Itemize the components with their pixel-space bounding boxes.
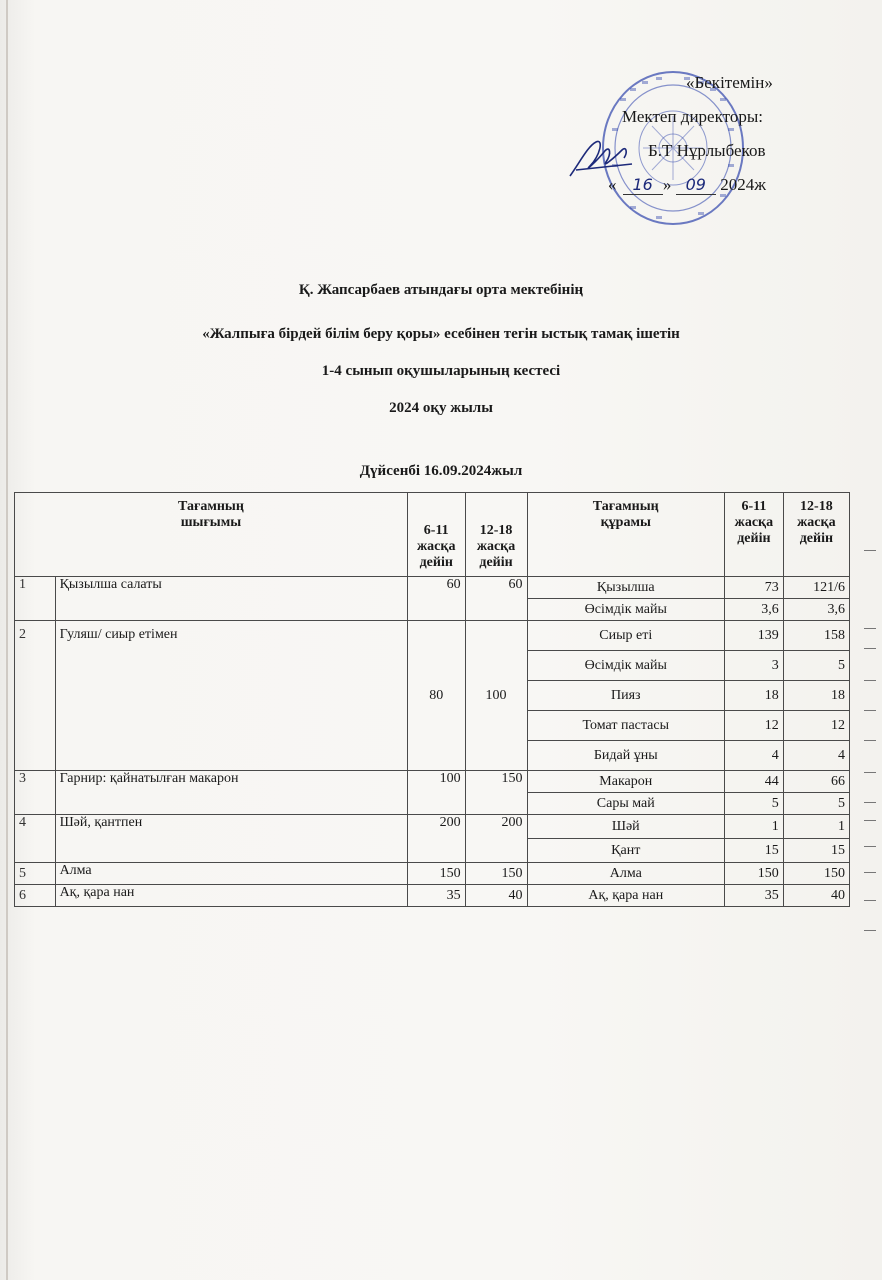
approval-day: 16 bbox=[623, 175, 663, 195]
ingredient-12-18: 15 bbox=[783, 839, 849, 863]
ingredient-name: Томат пастасы bbox=[527, 711, 725, 741]
ingredient-6-11: 18 bbox=[725, 681, 784, 711]
title-line-4: 2024 оқу жылы bbox=[389, 400, 493, 416]
header-age-12-18 bbox=[465, 493, 527, 577]
header-comp-12-18-line2: жасқа bbox=[797, 515, 836, 530]
ingredient-6-11: 35 bbox=[725, 885, 784, 907]
title-line-1: Қ. Жапсарбаев атындағы орта мектебінің bbox=[298, 282, 584, 298]
dish-name: Шәй, қантпен bbox=[55, 815, 407, 863]
ingredient-12-18: 12 bbox=[783, 711, 849, 741]
ingredient-6-11: 15 bbox=[725, 839, 784, 863]
table-row bbox=[15, 885, 850, 907]
header-dish-output-line1: Тағамның bbox=[177, 499, 244, 514]
ingredient-6-11: 139 bbox=[725, 621, 784, 651]
header-age-6-11-line1: 6-11 bbox=[423, 523, 449, 538]
dish-output-6-11: 80 bbox=[407, 621, 465, 771]
margin-marks bbox=[864, 540, 880, 960]
director-name-text: Б.Т Нұрлыбеков bbox=[648, 141, 766, 160]
ingredient-name: Қант bbox=[527, 839, 725, 863]
ingredient-name: Шәй bbox=[527, 815, 725, 839]
approval-position: Мектеп директоры: bbox=[622, 107, 763, 126]
header-age-12-18-line1: 12-18 bbox=[479, 523, 513, 538]
dish-name: Қызылша салаты bbox=[55, 577, 407, 621]
ingredient-6-11: 73 bbox=[725, 577, 784, 599]
ingredient-name: Бидай ұны bbox=[527, 741, 725, 771]
dish-number: 4 bbox=[15, 815, 56, 863]
header-age-12-18-line2: жасқа bbox=[476, 539, 516, 554]
ingredient-12-18: 5 bbox=[783, 651, 849, 681]
ingredient-12-18: 3,6 bbox=[783, 599, 849, 621]
header-age-12-18-line3: дейін bbox=[479, 555, 513, 570]
ingredient-12-18: 121/6 bbox=[783, 577, 849, 599]
header-composition bbox=[527, 493, 725, 577]
ingredient-12-18: 150 bbox=[783, 863, 849, 885]
dish-output-12-18: 40 bbox=[465, 885, 527, 907]
table-row bbox=[15, 771, 850, 793]
approval-block bbox=[560, 66, 820, 202]
ingredient-12-18: 1 bbox=[783, 815, 849, 839]
dish-number: 6 bbox=[15, 885, 56, 907]
ingredient-name: Сары май bbox=[527, 793, 725, 815]
dish-output-6-11: 100 bbox=[407, 771, 465, 815]
header-composition-line2: құрамы bbox=[600, 515, 651, 530]
ingredient-12-18: 66 bbox=[783, 771, 849, 793]
dish-name: Гарнир: қайнатылған макарон bbox=[55, 771, 407, 815]
ingredient-6-11: 1 bbox=[725, 815, 784, 839]
ingredient-6-11: 12 bbox=[725, 711, 784, 741]
header-dish-output bbox=[15, 493, 408, 577]
ingredient-12-18: 4 bbox=[783, 741, 849, 771]
header-comp-12-18 bbox=[783, 493, 849, 577]
ingredient-name: Қызылша bbox=[527, 577, 725, 599]
ingredient-12-18: 40 bbox=[783, 885, 849, 907]
ingredient-12-18: 158 bbox=[783, 621, 849, 651]
header-comp-6-11 bbox=[725, 493, 784, 577]
ingredient-6-11: 4 bbox=[725, 741, 784, 771]
dish-output-6-11: 60 bbox=[407, 577, 465, 621]
dish-output-6-11: 150 bbox=[407, 863, 465, 885]
ingredient-6-11: 44 bbox=[725, 771, 784, 793]
ingredient-6-11: 3 bbox=[725, 651, 784, 681]
approval-month: 09 bbox=[676, 175, 716, 195]
ingredient-name: Сиыр еті bbox=[527, 621, 725, 651]
header-comp-6-11-line3: дейін bbox=[737, 531, 771, 546]
dish-name: Ақ, қара нан bbox=[55, 885, 407, 907]
dish-name: Гуляш/ сиыр етімен bbox=[55, 621, 407, 771]
approval-year: 2024ж bbox=[720, 175, 766, 194]
dish-output-6-11: 35 bbox=[407, 885, 465, 907]
date-line: Дүйсенбі 16.09.2024жыл bbox=[359, 463, 523, 479]
dish-output-12-18: 100 bbox=[465, 621, 527, 771]
dish-output-12-18: 150 bbox=[465, 771, 527, 815]
title-line-2: «Жалпыға бірдей білім беру қоры» есебінен тегін ыстық тамақ ішетін bbox=[202, 326, 680, 342]
table-row bbox=[15, 863, 850, 885]
table-row bbox=[15, 815, 850, 839]
ingredient-6-11: 3,6 bbox=[725, 599, 784, 621]
approval-date bbox=[560, 168, 820, 202]
ingredient-name: Алма bbox=[527, 863, 725, 885]
title-line-3: 1-4 сынып оқушыларының кестесі bbox=[321, 363, 561, 379]
table-row bbox=[15, 577, 850, 599]
ingredient-6-11: 5 bbox=[725, 793, 784, 815]
header-comp-6-11-line2: жасқа bbox=[734, 515, 774, 530]
ingredient-name: Ақ, қара нан bbox=[527, 885, 725, 907]
ingredient-name: Пияз bbox=[527, 681, 725, 711]
ingredient-12-18: 18 bbox=[783, 681, 849, 711]
quote-close: » bbox=[662, 175, 672, 194]
dish-number: 3 bbox=[15, 771, 56, 815]
dish-name: Алма bbox=[55, 863, 407, 885]
quote-open: « bbox=[608, 175, 617, 194]
ingredient-name: Өсімдік майы bbox=[527, 651, 725, 681]
dish-output-6-11: 200 bbox=[407, 815, 465, 863]
header-comp-12-18-line1: 12-18 bbox=[800, 499, 833, 514]
header-age-6-11-line2: жасқа bbox=[417, 539, 456, 554]
dish-output-12-18: 150 bbox=[465, 863, 527, 885]
header-age-6-11-line3: дейін bbox=[419, 555, 453, 570]
page-edge bbox=[6, 0, 8, 1280]
approval-director-name bbox=[560, 134, 820, 168]
dish-number: 1 bbox=[15, 577, 56, 621]
table-row bbox=[15, 621, 850, 651]
header-composition-line1: Тағамның bbox=[592, 499, 659, 514]
dish-number: 2 bbox=[15, 621, 56, 771]
ingredient-12-18: 5 bbox=[783, 793, 849, 815]
approval-title: «Бекітемін» bbox=[686, 73, 773, 92]
table-header-row bbox=[15, 493, 850, 577]
header-comp-6-11-line1: 6-11 bbox=[741, 499, 767, 514]
ingredient-6-11: 150 bbox=[725, 863, 784, 885]
menu-table bbox=[14, 492, 850, 907]
ingredient-name: Макарон bbox=[527, 771, 725, 793]
header-dish-output-line2: шығымы bbox=[180, 515, 242, 530]
ingredient-name: Өсімдік майы bbox=[527, 599, 725, 621]
header-age-6-11 bbox=[407, 493, 465, 577]
dish-number: 5 bbox=[15, 863, 56, 885]
dish-output-12-18: 200 bbox=[465, 815, 527, 863]
dish-output-12-18: 60 bbox=[465, 577, 527, 621]
header-comp-12-18-line3: дейін bbox=[799, 531, 834, 546]
